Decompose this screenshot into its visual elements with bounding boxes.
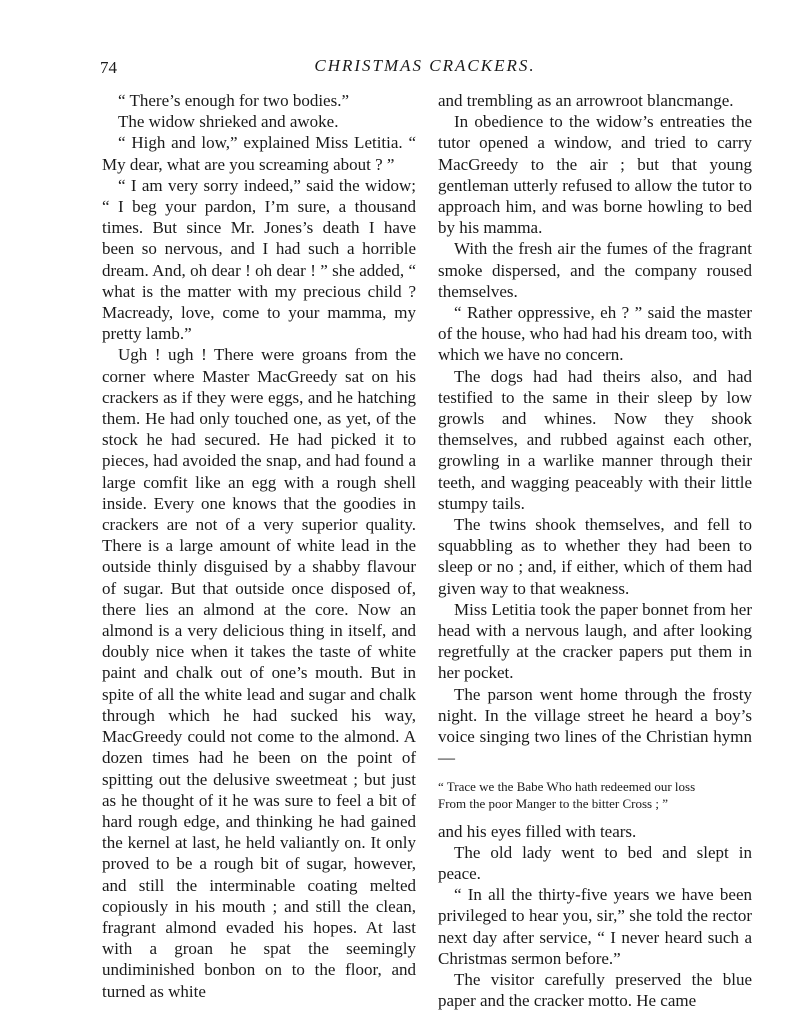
hymn-quotation (438, 778, 752, 812)
paragraph: “ High and low,” explained Miss Letitia. “ My dear, what are you screaming about ? ” (102, 133, 416, 174)
paragraph: Ugh ! ugh ! There were groans from the corner where Master MacGreedy sat on his crackers as if they were eggs, and he hatching them. He had only touched one, as yet, of the stock he had secured. He had picked it to pieces, had avoided the snap, and had found a large comfit like an egg with a rough shell inside. Every one knows that the goodies in crackers are not of a very superior quality. There is a large amount of white lead in the outside thinly disguised by a shabby flavour of sugar. But that outside once disposed of, there lies an almond at the core. Now an almond is a very delicious thing in itself, and doubly nice when it takes the taste of white paint and chalk out of one’s mouth. But in spite of all the white lead and sugar and chalk through which he had sucked his way, MacGreedy could not come to the almond. A dozen times had he been on the point of spitting out the delusive sweetmeat ; but just as he thought of it he was sure to feel a bit of hard rough edge, and thinking he had gained the kernel at last, he held valiantly on. It only proved to be a rough bit of sugar, however, and still the interminable coating melted copiously in his mouth ; and still the clean, fragrant almond evaded his hopes. At last with a groan he spat the seemingly undiminished bonbon on to the floor, and turned as white (102, 345, 416, 1001)
paragraph: “ In all the thirty-five years we have been privileged to hear you, sir,” she told the rector next day after service, “ I never heard such a Christmas sermon before.” (438, 885, 752, 968)
running-title: CHRISTMAS CRACKERS. (314, 56, 536, 75)
right-column (438, 90, 752, 1011)
paragraph: The old lady went to bed and slept in peace. (438, 842, 752, 883)
verse-line: “ Trace we the Babe Who hath redeemed our loss (438, 778, 696, 794)
left-column (102, 90, 416, 1002)
paragraph: The parson went home through the frosty night. In the village street he heard a boy’s voice singing two lines of the Christian hymn— (438, 684, 752, 768)
page-header (100, 56, 750, 80)
paragraph: “ There’s enough for two bodies.” (118, 91, 350, 110)
paragraph: The widow shrieked and awoke. (118, 112, 339, 132)
paragraph: In obedience to the widow’s entreaties the tutor opened a window, and tried to carry MacGreedy to the air ; but that young gentleman utterly refused to allow the tutor to approach him, and was borne howling to bed by his mamma. (438, 112, 752, 238)
continued-paragraph: and his eyes filled with tears. (438, 821, 637, 841)
paragraph: “ Rather oppressive, eh ? ” said the master of the house, who had had his dream too, with which we have no concern. (438, 303, 752, 365)
paragraph: The visitor carefully preserved the blue paper and the cracker motto. He came (438, 969, 752, 1011)
page-number: 74 (100, 58, 117, 77)
continued-paragraph: and trembling as an arrowroot blancmange. (438, 91, 734, 110)
paragraph: The twins shook themselves, and fell to squabbling as to whether they had been to sleep or no ; and, if either, which of them had given way to that weakness. (438, 515, 752, 598)
verse-line: From the poor Manger to the bitter Cross ; ” (438, 795, 668, 811)
paragraph: The dogs had had theirs also, and had testified to the same in their sleep by low growls and whines. Now they shook themselves, and rubbed against each other, growling in a warlike manner through their teeth, and wagging peaceably with their little stumpy tails. (438, 366, 752, 513)
paragraph: Miss Letitia took the paper bonnet from her head with a nervous laugh, and after looking regretfully at the cracker papers put them in her pocket. (438, 599, 752, 683)
paragraph: “ I am very sorry indeed,” said the widow; “ I beg your pardon, I’m sure, a thousand times. But since Mr. Jones’s death I have been so nervous, and I had such a horrible dream. And, oh dear ! oh dear ! ” she added, “ what is the matter with my precious child ? Macready, love, come to your mamma, my pretty lamb.” (102, 175, 416, 344)
paragraph: With the fresh air the fumes of the fragrant smoke dispersed, and the company roused themselves. (438, 239, 752, 301)
